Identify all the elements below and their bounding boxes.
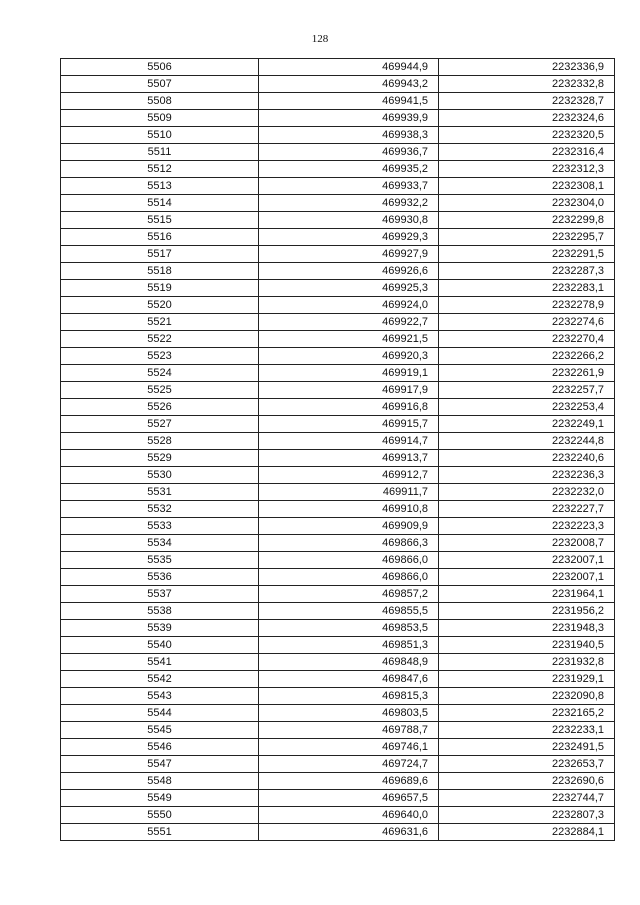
point-number-cell: 5525 (61, 382, 259, 399)
y-coordinate-cell: 2232240,6 (439, 450, 615, 467)
x-coordinate-cell: 469921,5 (259, 331, 439, 348)
y-coordinate-cell: 2232244,8 (439, 433, 615, 450)
table-row (61, 433, 615, 450)
table-row (61, 620, 615, 637)
y-coordinate-cell: 2232299,8 (439, 212, 615, 229)
point-number-cell: 5546 (61, 739, 259, 756)
x-coordinate-cell: 469853,5 (259, 620, 439, 637)
table-row (61, 773, 615, 790)
table-row (61, 382, 615, 399)
table-row (61, 518, 615, 535)
y-coordinate-cell: 2231940,5 (439, 637, 615, 654)
point-number-cell: 5522 (61, 331, 259, 348)
table-row (61, 637, 615, 654)
point-number-cell: 5527 (61, 416, 259, 433)
point-number-cell: 5534 (61, 535, 259, 552)
table-row (61, 790, 615, 807)
table-row (61, 280, 615, 297)
x-coordinate-cell: 469916,8 (259, 399, 439, 416)
y-coordinate-cell: 2232744,7 (439, 790, 615, 807)
x-coordinate-cell: 469926,6 (259, 263, 439, 280)
point-number-cell: 5543 (61, 688, 259, 705)
y-coordinate-cell: 2231964,1 (439, 586, 615, 603)
table-row (61, 127, 615, 144)
table-row (61, 297, 615, 314)
point-number-cell: 5509 (61, 110, 259, 127)
table-row (61, 110, 615, 127)
point-number-cell: 5540 (61, 637, 259, 654)
table-row (61, 399, 615, 416)
table-row (61, 314, 615, 331)
x-coordinate-cell: 469815,3 (259, 688, 439, 705)
y-coordinate-cell: 2232249,1 (439, 416, 615, 433)
y-coordinate-cell: 2232491,5 (439, 739, 615, 756)
table-row (61, 348, 615, 365)
x-coordinate-cell: 469788,7 (259, 722, 439, 739)
point-number-cell: 5515 (61, 212, 259, 229)
point-number-cell: 5511 (61, 144, 259, 161)
point-number-cell: 5510 (61, 127, 259, 144)
y-coordinate-cell: 2232007,1 (439, 569, 615, 586)
point-number-cell: 5529 (61, 450, 259, 467)
table-row (61, 195, 615, 212)
x-coordinate-cell: 469848,9 (259, 654, 439, 671)
x-coordinate-cell: 469855,5 (259, 603, 439, 620)
y-coordinate-cell: 2232257,7 (439, 382, 615, 399)
y-coordinate-cell: 2232324,6 (439, 110, 615, 127)
y-coordinate-cell: 2232266,2 (439, 348, 615, 365)
point-number-cell: 5506 (61, 59, 259, 76)
table-row (61, 586, 615, 603)
table-row (61, 144, 615, 161)
x-coordinate-cell: 469746,1 (259, 739, 439, 756)
point-number-cell: 5548 (61, 773, 259, 790)
x-coordinate-cell: 469941,5 (259, 93, 439, 110)
x-coordinate-cell: 469847,6 (259, 671, 439, 688)
table-row (61, 365, 615, 382)
y-coordinate-cell: 2232807,3 (439, 807, 615, 824)
point-number-cell: 5516 (61, 229, 259, 246)
y-coordinate-cell: 2232090,8 (439, 688, 615, 705)
table-row (61, 603, 615, 620)
table-row (61, 535, 615, 552)
x-coordinate-cell: 469803,5 (259, 705, 439, 722)
point-number-cell: 5551 (61, 824, 259, 841)
point-number-cell: 5536 (61, 569, 259, 586)
point-number-cell: 5535 (61, 552, 259, 569)
coordinates-table-body (61, 59, 615, 841)
table-row (61, 416, 615, 433)
point-number-cell: 5521 (61, 314, 259, 331)
coordinates-table (60, 58, 615, 841)
table-row (61, 93, 615, 110)
x-coordinate-cell: 469935,2 (259, 161, 439, 178)
table-row (61, 59, 615, 76)
x-coordinate-cell: 469932,2 (259, 195, 439, 212)
x-coordinate-cell: 469866,3 (259, 535, 439, 552)
x-coordinate-cell: 469933,7 (259, 178, 439, 195)
point-number-cell: 5542 (61, 671, 259, 688)
table-row (61, 76, 615, 93)
point-number-cell: 5508 (61, 93, 259, 110)
point-number-cell: 5530 (61, 467, 259, 484)
page-number: 128 (311, 33, 329, 45)
table-row (61, 178, 615, 195)
y-coordinate-cell: 2232690,6 (439, 773, 615, 790)
point-number-cell: 5549 (61, 790, 259, 807)
y-coordinate-cell: 2232233,1 (439, 722, 615, 739)
point-number-cell: 5514 (61, 195, 259, 212)
point-number-cell: 5524 (61, 365, 259, 382)
point-number-cell: 5537 (61, 586, 259, 603)
x-coordinate-cell: 469927,9 (259, 246, 439, 263)
table-row (61, 501, 615, 518)
point-number-cell: 5547 (61, 756, 259, 773)
y-coordinate-cell: 2232261,9 (439, 365, 615, 382)
y-coordinate-cell: 2231932,8 (439, 654, 615, 671)
x-coordinate-cell: 469913,7 (259, 450, 439, 467)
x-coordinate-cell: 469909,9 (259, 518, 439, 535)
table-row (61, 484, 615, 501)
y-coordinate-cell: 2232232,0 (439, 484, 615, 501)
y-coordinate-cell: 2232287,3 (439, 263, 615, 280)
point-number-cell: 5519 (61, 280, 259, 297)
x-coordinate-cell: 469857,2 (259, 586, 439, 603)
y-coordinate-cell: 2232283,1 (439, 280, 615, 297)
x-coordinate-cell: 469910,8 (259, 501, 439, 518)
y-coordinate-cell: 2232884,1 (439, 824, 615, 841)
point-number-cell: 5538 (61, 603, 259, 620)
y-coordinate-cell: 2232223,3 (439, 518, 615, 535)
x-coordinate-cell: 469924,0 (259, 297, 439, 314)
y-coordinate-cell: 2232336,9 (439, 59, 615, 76)
point-number-cell: 5526 (61, 399, 259, 416)
x-coordinate-cell: 469925,3 (259, 280, 439, 297)
y-coordinate-cell: 2231948,3 (439, 620, 615, 637)
x-coordinate-cell: 469912,7 (259, 467, 439, 484)
y-coordinate-cell: 2232278,9 (439, 297, 615, 314)
x-coordinate-cell: 469930,8 (259, 212, 439, 229)
table-row (61, 331, 615, 348)
table-row (61, 722, 615, 739)
x-coordinate-cell: 469915,7 (259, 416, 439, 433)
point-number-cell: 5507 (61, 76, 259, 93)
point-number-cell: 5545 (61, 722, 259, 739)
point-number-cell: 5531 (61, 484, 259, 501)
table-row (61, 654, 615, 671)
point-number-cell: 5533 (61, 518, 259, 535)
x-coordinate-cell: 469866,0 (259, 552, 439, 569)
x-coordinate-cell: 469936,7 (259, 144, 439, 161)
table-row (61, 229, 615, 246)
point-number-cell: 5512 (61, 161, 259, 178)
x-coordinate-cell: 469689,6 (259, 773, 439, 790)
y-coordinate-cell: 2232165,2 (439, 705, 615, 722)
table-row (61, 705, 615, 722)
x-coordinate-cell: 469939,9 (259, 110, 439, 127)
y-coordinate-cell: 2232308,1 (439, 178, 615, 195)
y-coordinate-cell: 2232270,4 (439, 331, 615, 348)
point-number-cell: 5520 (61, 297, 259, 314)
y-coordinate-cell: 2232295,7 (439, 229, 615, 246)
y-coordinate-cell: 2232253,4 (439, 399, 615, 416)
x-coordinate-cell: 469929,3 (259, 229, 439, 246)
table-row (61, 552, 615, 569)
x-coordinate-cell: 469914,7 (259, 433, 439, 450)
x-coordinate-cell: 469724,7 (259, 756, 439, 773)
x-coordinate-cell: 469944,9 (259, 59, 439, 76)
table-row (61, 671, 615, 688)
point-number-cell: 5532 (61, 501, 259, 518)
table-row (61, 688, 615, 705)
y-coordinate-cell: 2232653,7 (439, 756, 615, 773)
x-coordinate-cell: 469920,3 (259, 348, 439, 365)
x-coordinate-cell: 469919,1 (259, 365, 439, 382)
y-coordinate-cell: 2231956,2 (439, 603, 615, 620)
y-coordinate-cell: 2232236,3 (439, 467, 615, 484)
y-coordinate-cell: 2232291,5 (439, 246, 615, 263)
y-coordinate-cell: 2232316,4 (439, 144, 615, 161)
table-row (61, 467, 615, 484)
point-number-cell: 5544 (61, 705, 259, 722)
point-number-cell: 5518 (61, 263, 259, 280)
table-row (61, 824, 615, 841)
y-coordinate-cell: 2232332,8 (439, 76, 615, 93)
y-coordinate-cell: 2231929,1 (439, 671, 615, 688)
table-row (61, 739, 615, 756)
x-coordinate-cell: 469911,7 (259, 484, 439, 501)
x-coordinate-cell: 469922,7 (259, 314, 439, 331)
y-coordinate-cell: 2232274,6 (439, 314, 615, 331)
x-coordinate-cell: 469851,3 (259, 637, 439, 654)
point-number-cell: 5513 (61, 178, 259, 195)
x-coordinate-cell: 469640,0 (259, 807, 439, 824)
table-row (61, 756, 615, 773)
point-number-cell: 5523 (61, 348, 259, 365)
x-coordinate-cell: 469943,2 (259, 76, 439, 93)
table-row (61, 212, 615, 229)
table-row (61, 450, 615, 467)
x-coordinate-cell: 469938,3 (259, 127, 439, 144)
table-row (61, 807, 615, 824)
point-number-cell: 5541 (61, 654, 259, 671)
point-number-cell: 5550 (61, 807, 259, 824)
y-coordinate-cell: 2232328,7 (439, 93, 615, 110)
y-coordinate-cell: 2232227,7 (439, 501, 615, 518)
x-coordinate-cell: 469866,0 (259, 569, 439, 586)
point-number-cell: 5517 (61, 246, 259, 263)
x-coordinate-cell: 469917,9 (259, 382, 439, 399)
point-number-cell: 5539 (61, 620, 259, 637)
table-row (61, 569, 615, 586)
y-coordinate-cell: 2232007,1 (439, 552, 615, 569)
y-coordinate-cell: 2232304,0 (439, 195, 615, 212)
point-number-cell: 5528 (61, 433, 259, 450)
table-row (61, 246, 615, 263)
y-coordinate-cell: 2232320,5 (439, 127, 615, 144)
x-coordinate-cell: 469631,6 (259, 824, 439, 841)
y-coordinate-cell: 2232008,7 (439, 535, 615, 552)
table-row (61, 263, 615, 280)
table-row (61, 161, 615, 178)
x-coordinate-cell: 469657,5 (259, 790, 439, 807)
y-coordinate-cell: 2232312,3 (439, 161, 615, 178)
